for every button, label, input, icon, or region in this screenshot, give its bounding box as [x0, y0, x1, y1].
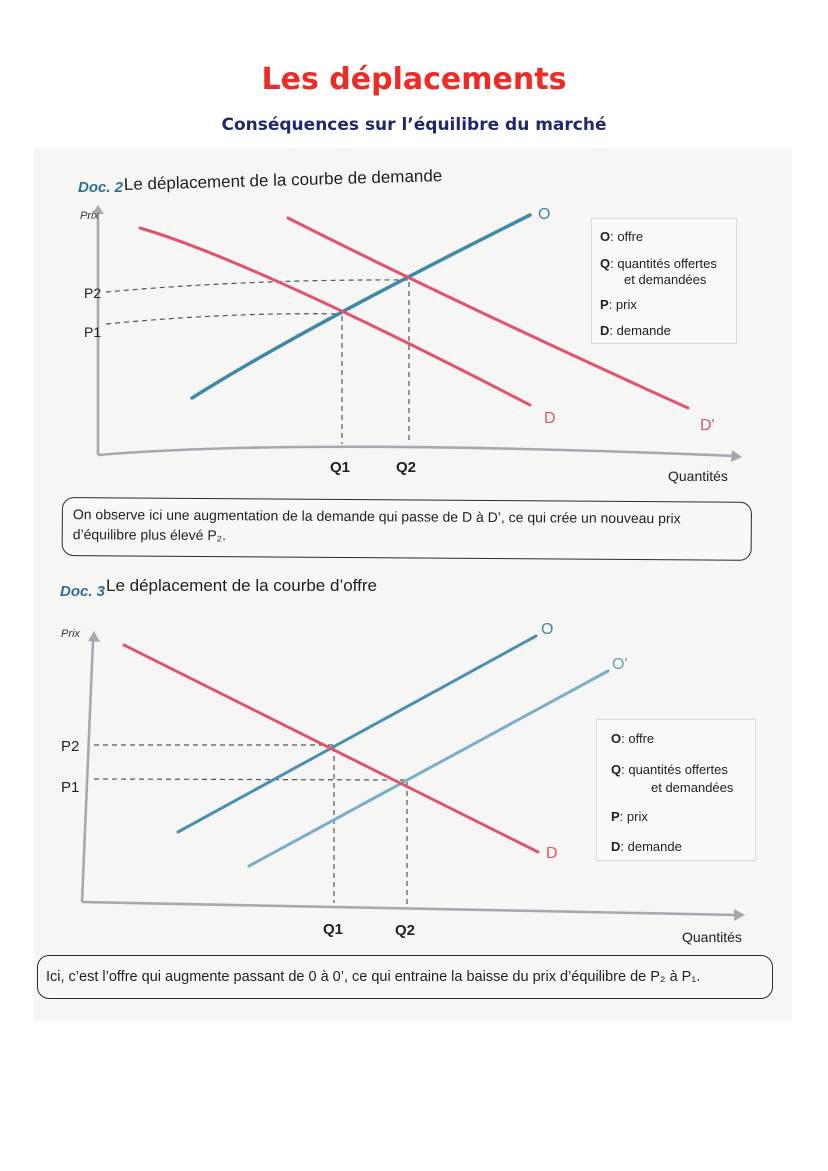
doc3-y-axis	[82, 640, 93, 902]
doc2-q1-label: Q1	[330, 459, 351, 476]
doc2-p1-label: P1	[84, 324, 102, 340]
doc2-y-axis-label: Prix	[80, 210, 99, 222]
doc2-caption	[62, 497, 752, 561]
doc2-legend-quantites: Q: quantités offertes	[600, 256, 717, 271]
doc2-x-axis-label: Quantités	[668, 468, 728, 484]
doc2-p2-label: P2	[84, 285, 102, 301]
doc3-p1-guide	[94, 779, 404, 780]
doc3-x-axis	[82, 902, 737, 915]
doc3-curves	[124, 636, 608, 866]
doc3-legend-quantites-line2: et demandées	[651, 780, 734, 795]
doc3-q1-label: Q1	[323, 921, 344, 938]
doc3-q2-label: Q2	[395, 922, 416, 939]
doc3-legend-demande: D: demande	[611, 839, 682, 854]
doc3-y-axis-arrow	[88, 631, 100, 642]
doc2-caption-text: On observe ici une augmentation de la demande qui passe de D à D’, ce qui crée un nouveau prix d’équilibre plus élevé P₂.	[72, 506, 681, 544]
doc3-p1-label: P1	[61, 779, 80, 796]
doc2-legend-prix: P: prix	[600, 297, 637, 312]
page-title: Les déplacements	[261, 62, 567, 97]
doc3-legend-prix: P: prix	[611, 809, 648, 824]
doc2-supply-curve	[192, 215, 530, 398]
doc2-demand-label: D	[544, 410, 556, 427]
doc3-p2-label: P2	[61, 738, 80, 755]
doc3-legend	[596, 719, 756, 861]
doc2-title: Le déplacement de la courbe de demande	[123, 166, 443, 194]
doc3-x-axis-label: Quantités	[682, 929, 742, 945]
doc3-label: Doc. 3	[60, 583, 106, 600]
doc2-x-axis-arrow	[731, 450, 742, 462]
doc2-legend	[591, 218, 737, 344]
doc2-label: Doc. 2	[78, 179, 124, 196]
doc2-legend-offre: O: offre	[600, 229, 644, 244]
doc2-x-axis	[98, 447, 735, 456]
doc3-supply-curve	[178, 636, 536, 832]
doc2-demand-prime-label: D'	[700, 417, 715, 434]
doc3-y-axis-label: Prix	[61, 628, 80, 640]
doc3-legend-offre: O: offre	[611, 731, 655, 746]
page-subtitle: Conséquences sur l’équilibre du marché	[221, 115, 607, 135]
doc3-demand-label: D	[546, 845, 558, 862]
doc3-heading	[60, 576, 377, 600]
doc2-p1-guide	[106, 314, 342, 324]
doc2-guides	[106, 280, 410, 444]
doc3-legend-quantites: Q: quantités offertes	[611, 762, 728, 777]
doc3-caption	[37, 955, 773, 999]
doc3-supply-prime-label: O'	[612, 656, 628, 673]
doc3-guides	[94, 745, 407, 905]
doc3-caption-text: Ici, c’est l’offre qui augmente passant de 0 à 0’, ce qui entraine la baisse du prix d’équilibre de P₂ à P₁.	[46, 969, 701, 985]
doc3-supply-prime-curve	[249, 671, 608, 866]
doc3-x-axis-arrow	[734, 909, 745, 921]
doc2-legend-quantites-line2: et demandées	[624, 272, 707, 287]
doc2-q2-label: Q2	[396, 459, 417, 476]
doc3-supply-label: O	[541, 621, 554, 638]
doc2-supply-label: O	[538, 206, 551, 223]
doc3-title: Le déplacement de la courbe d’offre	[106, 576, 377, 595]
doc2-heading	[78, 166, 443, 196]
doc2-p2-guide	[106, 280, 410, 292]
doc2-legend-demande: D: demande	[600, 323, 671, 338]
